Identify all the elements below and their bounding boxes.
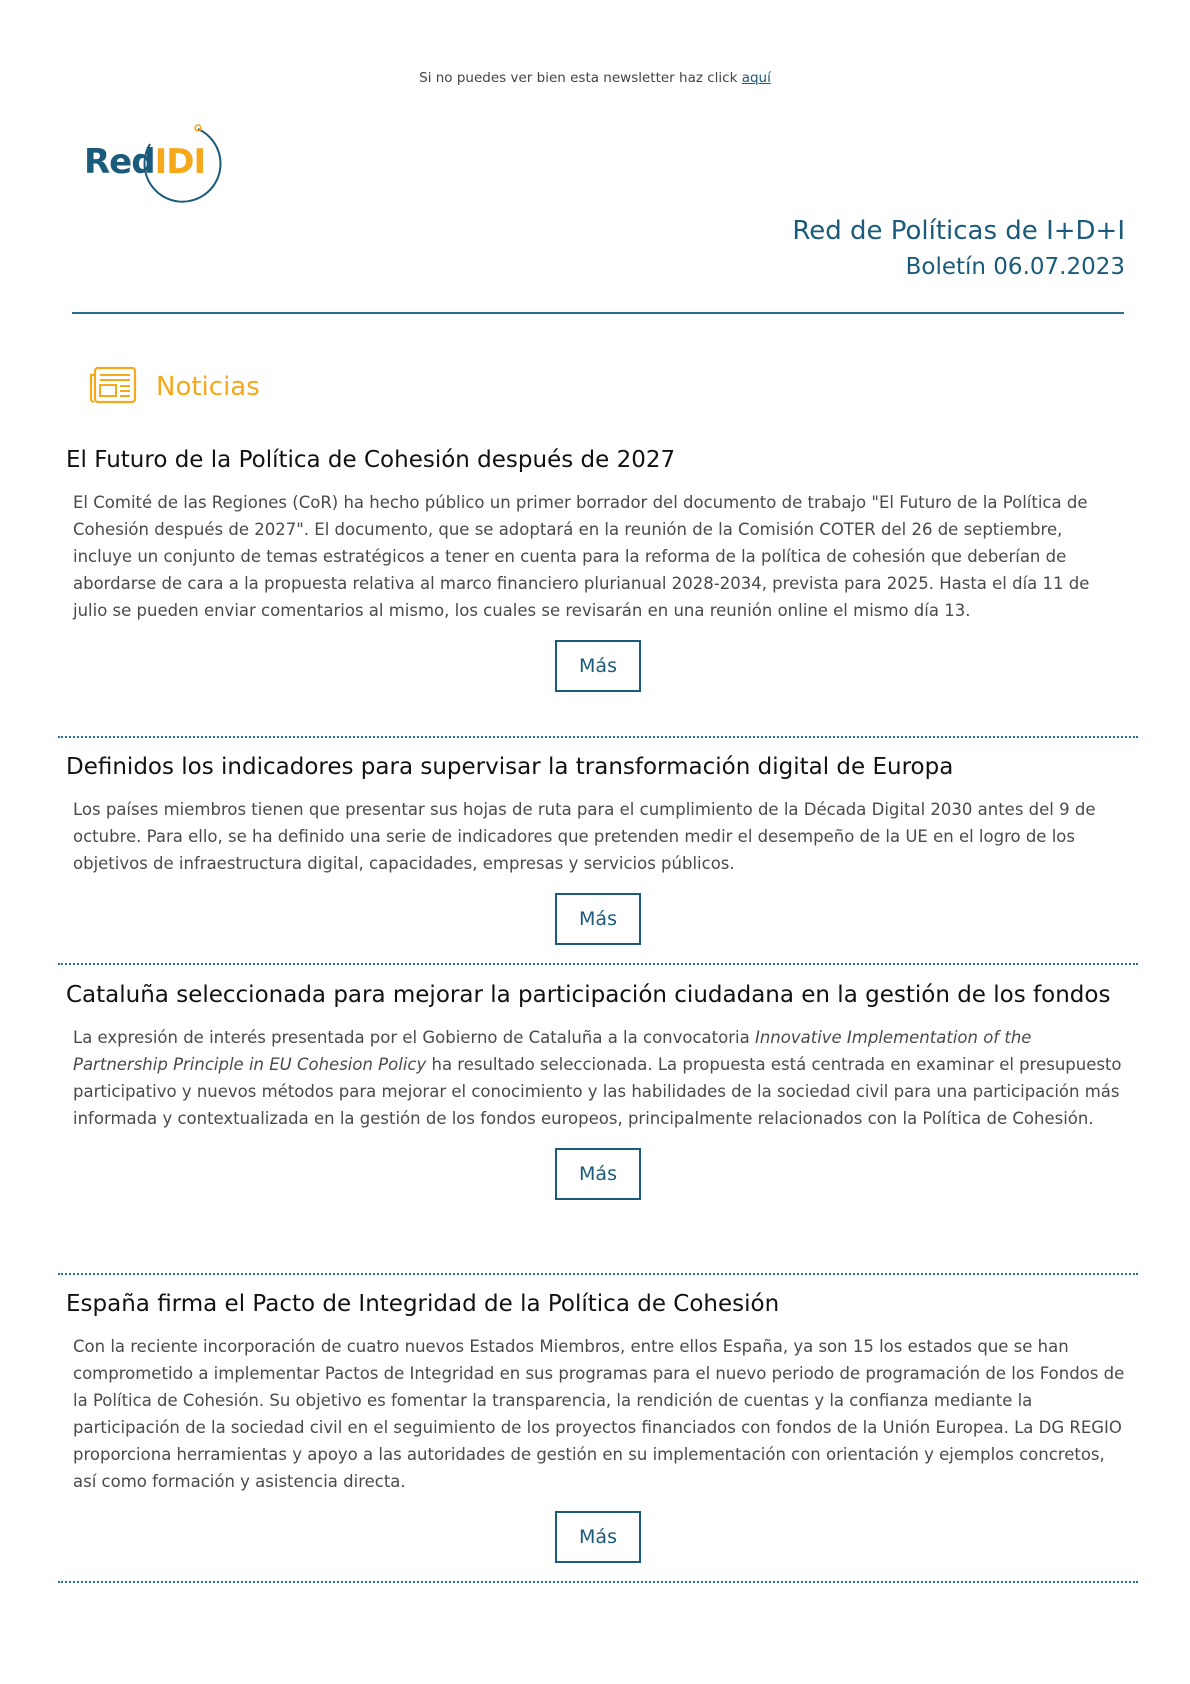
article	[58, 446, 1138, 692]
newsletter-date: Boletín 06.07.2023	[905, 254, 1125, 280]
article-title: España firma el Pacto de Integridad de la Política de Cohesión	[66, 1291, 780, 1317]
view-online-text: Si no puedes ver bien esta newsletter haz click	[419, 70, 738, 86]
newsletter-header	[792, 213, 1125, 285]
article-body: El Comité de las Regiones (CoR) ha hecho público un primer borrador del documento de trabajo "El Futuro de la Política de Cohesión después de 2027". El documento, que se adoptará en la reunión de la Comisión COTER del 26 de septiembre, incluye un conjunto de temas estratégicos a tener en cuenta para la reforma de la política de cohesión que deberían de abordarse de cara a la propuesta relativa al marco financiero plurianual 2028-2034, prevista para 2025. Hasta el día 11 de julio se pueden enviar comentarios al mismo, los cuales se revisarán en una reunión online el mismo día 13.	[73, 493, 1090, 620]
newspaper-icon	[88, 365, 138, 409]
logo-text: RedIDI	[84, 142, 206, 182]
view-online-link[interactable]: aquí	[741, 70, 771, 86]
article	[58, 753, 1138, 945]
article	[58, 1290, 1138, 1563]
article-title: El Futuro de la Política de Cohesión después de 2027	[66, 447, 676, 473]
logo	[80, 120, 240, 210]
more-button[interactable]: Más	[555, 1511, 641, 1563]
article-separator	[58, 736, 1138, 738]
newsletter-title: Red de Políticas de I+D+I	[792, 216, 1125, 246]
view-online-note	[0, 70, 1190, 86]
article-separator	[58, 1273, 1138, 1275]
article	[58, 981, 1138, 1200]
article-title: Cataluña seleccionada para mejorar la participación ciudadana en la gestión de los fondos	[66, 982, 1111, 1008]
header-divider	[72, 312, 1124, 314]
program-name: Innovative Implementation of the Partnership Principle in EU Cohesion Policy	[73, 1028, 1032, 1074]
section-header	[88, 362, 260, 412]
article-separator	[58, 1581, 1138, 1583]
section-title: Noticias	[156, 372, 260, 402]
article-body: Con la reciente incorporación de cuatro nuevos Estados Miembros, entre ellos España, ya son 15 los estados que se han comprometido a implementar Pactos de Integridad en sus programas para el nuevo periodo de programación de los Fondos de la Política de Cohesión. Su objetivo es fomentar la transparencia, la rendición de cuentas y la confianza mediante la participación de la sociedad civil en el seguimiento de los proyectos financiados con fondos de la Unión Europea. La DG REGIO proporciona herramientas y apoyo a las autoridades de gestión en su implementación con orientación y ejemplos concretos, así como formación y asistencia directa.	[73, 1337, 1125, 1491]
more-button[interactable]: Más	[555, 1148, 641, 1200]
more-button[interactable]: Más	[555, 640, 641, 692]
more-button[interactable]: Más	[555, 893, 641, 945]
article-title: Definidos los indicadores para supervisar la transformación digital de Europa	[66, 754, 954, 780]
article-body: La expresión de interés presentada por el Gobierno de Cataluña a la convocatoria Innovative Implementation of the Partnership Principle in EU Cohesion Policy ha resultado seleccionada. La propuesta está centrada en examinar el presupuesto participativo y nuevos métodos para mejorar el conocimiento y las habilidades de la sociedad civil para una participación más informada y contextualizada en la gestión de los fondos europeos, principalmente relacionados con la Política de Cohesión.	[73, 1028, 1122, 1128]
article-body: Los países miembros tienen que presentar sus hojas de ruta para el cumplimiento de la Década Digital 2030 antes del 9 de octubre. Para ello, se ha definido una serie de indicadores que pretenden medir el desempeño de la UE en el logro de los objetivos de infraestructura digital, capacidades, empresas y servicios públicos.	[73, 800, 1096, 873]
article-separator	[58, 963, 1138, 965]
